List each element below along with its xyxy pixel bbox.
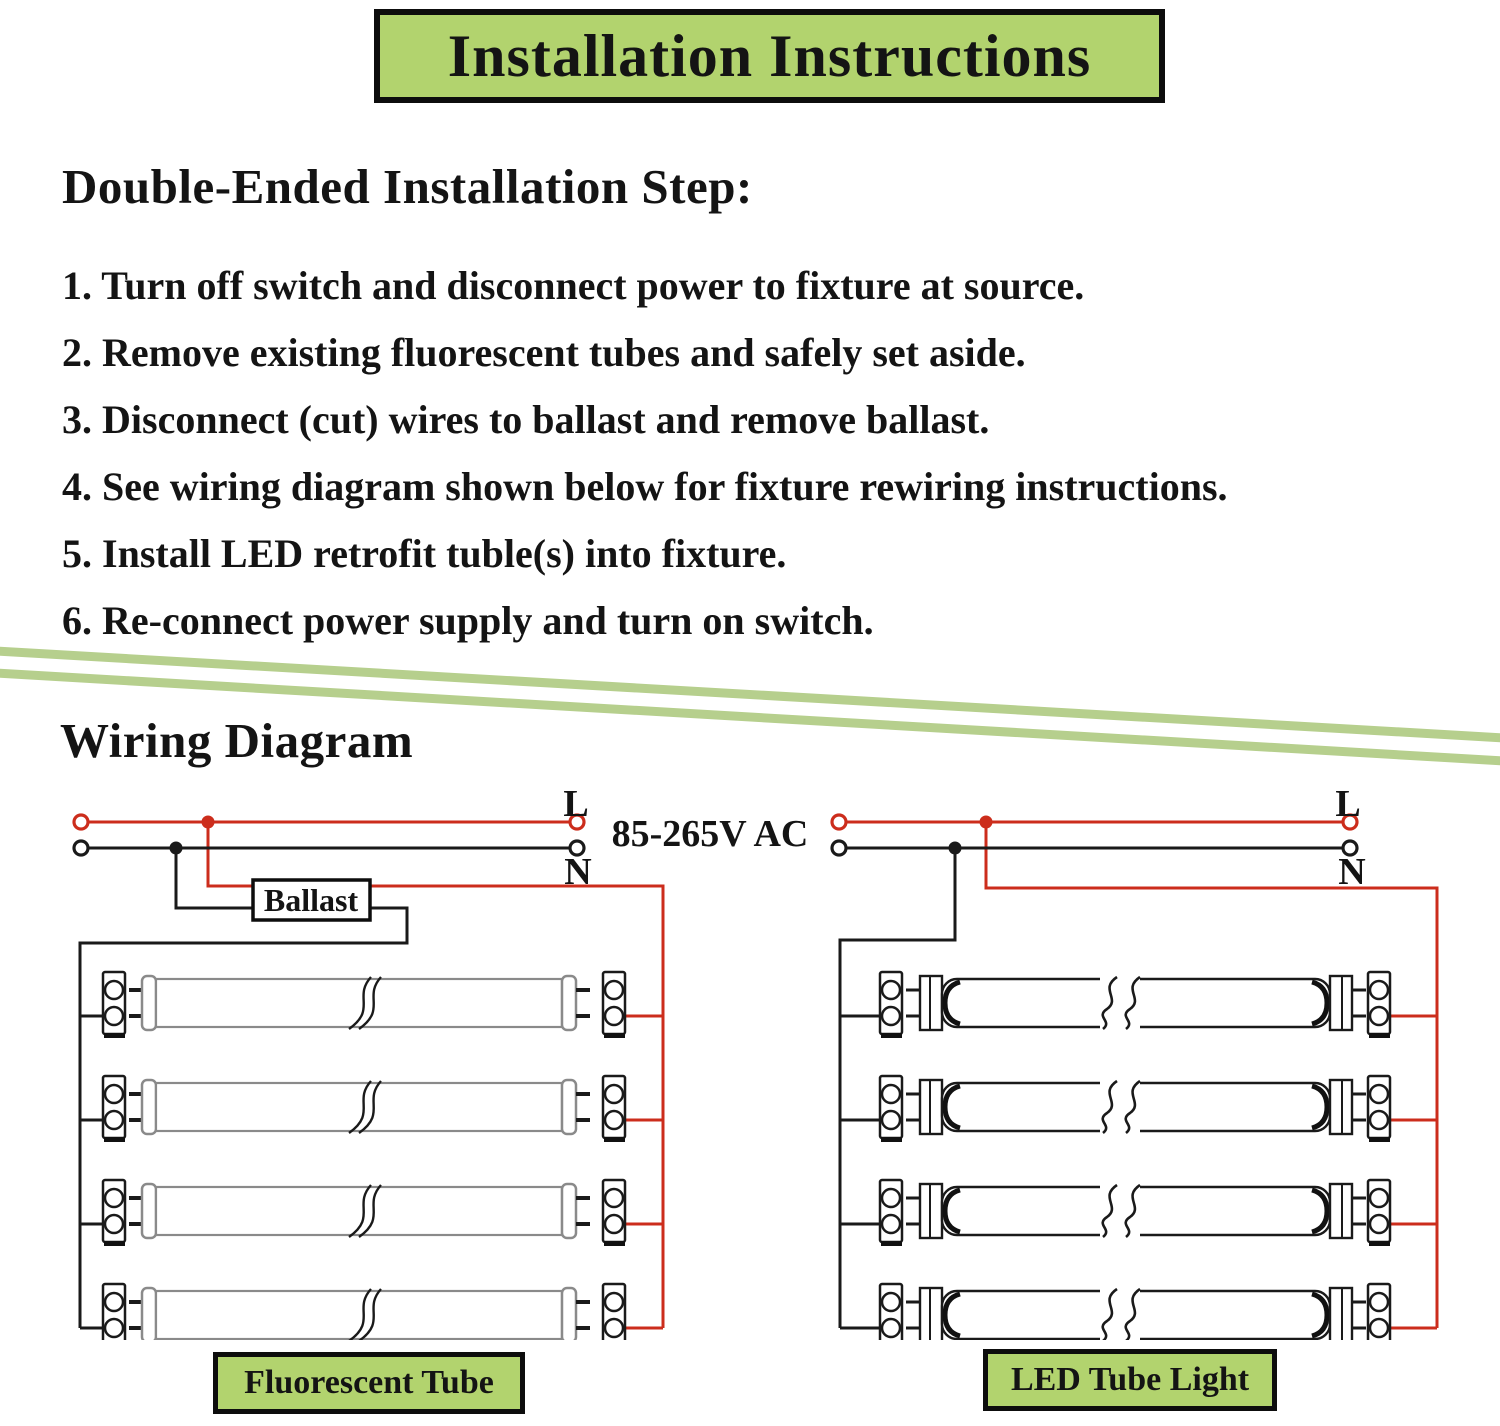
wiring-diagram-heading: Wiring Diagram: [60, 713, 414, 768]
right-live-label: L: [1335, 783, 1361, 825]
step-item: 1. Turn off switch and disconnect power to fixture at source.: [62, 263, 1085, 308]
right-circuit-wires: [840, 822, 1437, 1328]
led-tube-row: [840, 972, 1437, 1038]
led-tube-row: [840, 1284, 1437, 1340]
step-item: 3. Disconnect (cut) wires to ballast and remove ballast.: [62, 397, 990, 442]
wiring-diagram: [0, 780, 1500, 1340]
installation-steps-heading: Double-Ended Installation Step:: [62, 159, 753, 214]
installation-steps-list: [62, 252, 1228, 654]
fluorescent-tube-row: [80, 1284, 663, 1340]
left-live-label: L: [563, 783, 589, 825]
fluorescent-tube-rows: [80, 972, 663, 1340]
led-tube-rows: [840, 972, 1437, 1340]
page-title: Installation Instructions: [447, 22, 1092, 89]
fluorescent-tube-row: [80, 1076, 663, 1142]
voltage-label: 85-265V AC: [611, 813, 809, 855]
fluorescent-tube-row: [80, 1180, 663, 1246]
title-banner: [374, 9, 1165, 103]
ballast-label: Ballast: [263, 882, 359, 918]
led-tube-caption-box: [983, 1349, 1277, 1411]
fluorescent-tube-caption-box: [213, 1352, 525, 1414]
right-neutral-label: N: [1338, 851, 1366, 893]
step-item: 5. Install LED retrofit tuble(s) into fixture.: [62, 531, 787, 576]
led-tube-caption: LED Tube Light: [1010, 1361, 1250, 1398]
fluorescent-tube-row: [80, 972, 663, 1038]
led-tube-row: [840, 1180, 1437, 1246]
fluorescent-tube-caption: Fluorescent Tube: [244, 1364, 494, 1401]
right-supply-lines: [832, 815, 1357, 855]
left-supply-lines: [74, 815, 584, 855]
step-item: 6. Re-connect power supply and turn on switch.: [62, 598, 874, 643]
step-item: 2. Remove existing fluorescent tubes and safely set aside.: [62, 330, 1026, 375]
ballast-box: [253, 880, 370, 920]
left-neutral-label: N: [564, 851, 592, 893]
step-item: 4. See wiring diagram shown below for fixture rewiring instructions.: [62, 464, 1228, 509]
led-tube-row: [840, 1076, 1437, 1142]
